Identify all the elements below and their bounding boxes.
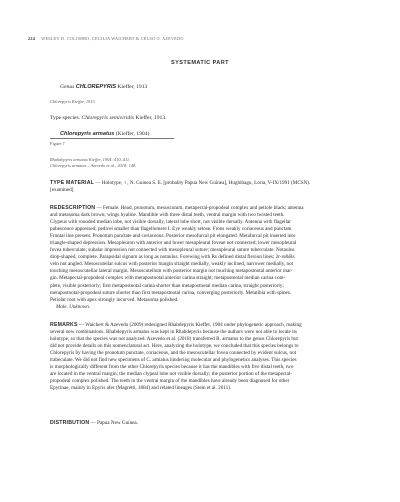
- type-species: [50, 115, 167, 122]
- running-head-authors: WESLEY D. COLOMBO, CECILIA WAICHERT & CELSO O. AZEVEDO: [41, 36, 184, 41]
- paragraph-line: drop-shaped, complete. Parapsidal signum as long as notaulus. Forewing with Rs defined distal flexion lines; 2r-rs&Rs: [50, 254, 295, 261]
- paragraph-line: DISTRIBUTION — Papua New Guinea.: [50, 420, 138, 426]
- species-heading: [60, 131, 149, 138]
- genus-authority: Kieffer, 1913: [117, 84, 148, 90]
- species-heading-rule: [50, 138, 174, 139]
- paragraph-line: REMARKS — Waichert & Azevedo (2009) redesigned Rhabdepyris Kieffer, 1904 under phylogenetic approach, making: [50, 322, 302, 328]
- type-species-prefix: Type species.: [50, 115, 81, 121]
- paragraph-line: vein not angled. Mesoscutellar sulcus with posterior margin straight medially, weakly inclined, narrower medially, not: [50, 261, 294, 268]
- synonymy-line: Rhabdepyris armatus Kieffer, 1904: 410–411.: [50, 157, 131, 162]
- paragraph-line: trabeculate. We did not find new specimens of C. armatus hindering molecular and phylogenetics analyses. This species: [50, 357, 297, 364]
- running-head: [28, 36, 184, 41]
- synonymy-line: Chlorepyris armatus – Azevedo et al., 2018: 148.: [50, 163, 137, 168]
- paragraph-line: touching mesoscutellar lateral margin. Mesoscutellum with posterior margin not touching metapostnotal anterior mar-: [50, 268, 293, 275]
- paragraph-line: several new combinations. Rhabdepyris armatus was kept in Rhabdepyris because the authors were not able to locate its: [50, 329, 297, 336]
- remarks-heading: REMARKS: [50, 322, 78, 328]
- type-material-paragraph: [50, 180, 362, 194]
- paragraph-line: fovea tuberculate; subalar impression not connected with mesopleural suture; mesopleural suture tuberculate. Notaulus: [50, 247, 295, 254]
- paragraph-line: Clypeus with rounded median lobe, not visible dorsally, lateral lobe short, not visible dorsally. Antenna with flagellar: [50, 219, 291, 226]
- paragraph-line: gin. Metapectal-propodeal complex with metapostnotal anterior carina straight; metapostnotal median carina com-: [50, 275, 286, 282]
- paragraph-line: is morphologically different from the other Chlorepyris species because it has the mandibles with five distal teeth, two: [50, 364, 294, 371]
- paragraph-line: TYPE MATERIAL — Holotype, ♀, N. Guinea S. E. [probably Papua New Guinea], Hughibagu, Loria, V-IX/1991 (MCSN).: [50, 180, 311, 186]
- figure-reference: Figure 7: [50, 141, 65, 146]
- distribution-paragraph: [50, 420, 362, 427]
- redescription-paragraph: [50, 205, 362, 311]
- paragraph-line: and metasoma dark brown; wings hyaline. Mandible with three distal teeth, ventral margin with two twisted teeth.: [50, 212, 285, 219]
- redescription-heading: REDESCRIPTION: [50, 205, 96, 211]
- paragraph-line: pubescence appressed; pedicel smaller than flagellomere I. Eye weakly setose. Frons weakly coriaceous and punctate.: [50, 226, 293, 233]
- paragraph-line: triangle-shaped depression. Mesopleuron with anterior and lower mesopleural foveae not connected; lower mesopleural: [50, 240, 297, 247]
- paragraph-line: plete, visible posteriorly; first metapostnotal carina shorter than metapostnotal median carina, straight posteriorly;: [50, 282, 284, 289]
- paragraph-line: [examined]: [50, 187, 74, 194]
- section-title: SYSTEMATIC PART: [170, 60, 229, 66]
- type-species-name: Chlorepyris semiviridis: [81, 115, 134, 121]
- species-authority: (Kieffer, 1904): [115, 131, 150, 137]
- paragraph-line: Frontal line present. Pronotum punctate and coriaceous. Posterior mesofurcal pit elongated. Metafurcal pit inserted into: [50, 233, 296, 240]
- paragraph-line: are located in the ventral margin; the median clypeal lobe not visible dorsally; the posterior portion of the metapectal-: [50, 371, 293, 378]
- genus-label: Genus: [60, 84, 75, 90]
- paragraph-line: propodeal complex polished. The teeth in the ventral margin of the mandibles have already been diagnosed for other: [50, 378, 290, 385]
- paragraph-line: did not provide details on this nomenclatural act. Here, analyzing the holotype, we concluded that this species belongs to: [50, 343, 299, 350]
- paragraph-line: holotype, so that the species was not analyzed. Azevedo et al. (2018) transferred R. armatus to the genus Chlorepyris but: [50, 336, 298, 343]
- genus-name: CHLOREPYRIS: [75, 84, 117, 90]
- distribution-heading: DISTRIBUTION: [50, 420, 90, 426]
- genus-heading: [60, 84, 147, 91]
- paragraph-line: Epyrinae, mainly in Epyris afer (Magretti, 1884) and related lineages (Stein et al. 2011).: [50, 385, 232, 392]
- male-note: Male. Unknown.: [56, 303, 91, 310]
- paragraph-line: REDESCRIPTION — Female. Head, pronotum, mesoscutum, metapectal-propodeal complex and petiole black; antenna: [50, 205, 304, 211]
- paragraph-line: Petiolar root with apex strongly incurved. Metasoma polished.: [50, 296, 179, 303]
- species-name: Chlorepyris armatus: [60, 131, 115, 137]
- genus-citation: Chlorepyris Kieffer, 1913.: [50, 99, 96, 104]
- type-material-heading: TYPE MATERIAL: [50, 180, 95, 186]
- page-number: 224: [28, 36, 36, 41]
- type-species-authority: Kieffer, 1913.: [135, 115, 167, 121]
- remarks-paragraph: [50, 322, 362, 392]
- paragraph-line: Chlorepyris by having the pronotum punctate, coriaceous, and the mesoscutellar fovea connected by evident sulcus, not: [50, 350, 297, 357]
- paragraph-line: metapostnotal-propodeal suture shorter than first metapostnotal carina, converging posteriorly. Metatibia with spines.: [50, 289, 292, 296]
